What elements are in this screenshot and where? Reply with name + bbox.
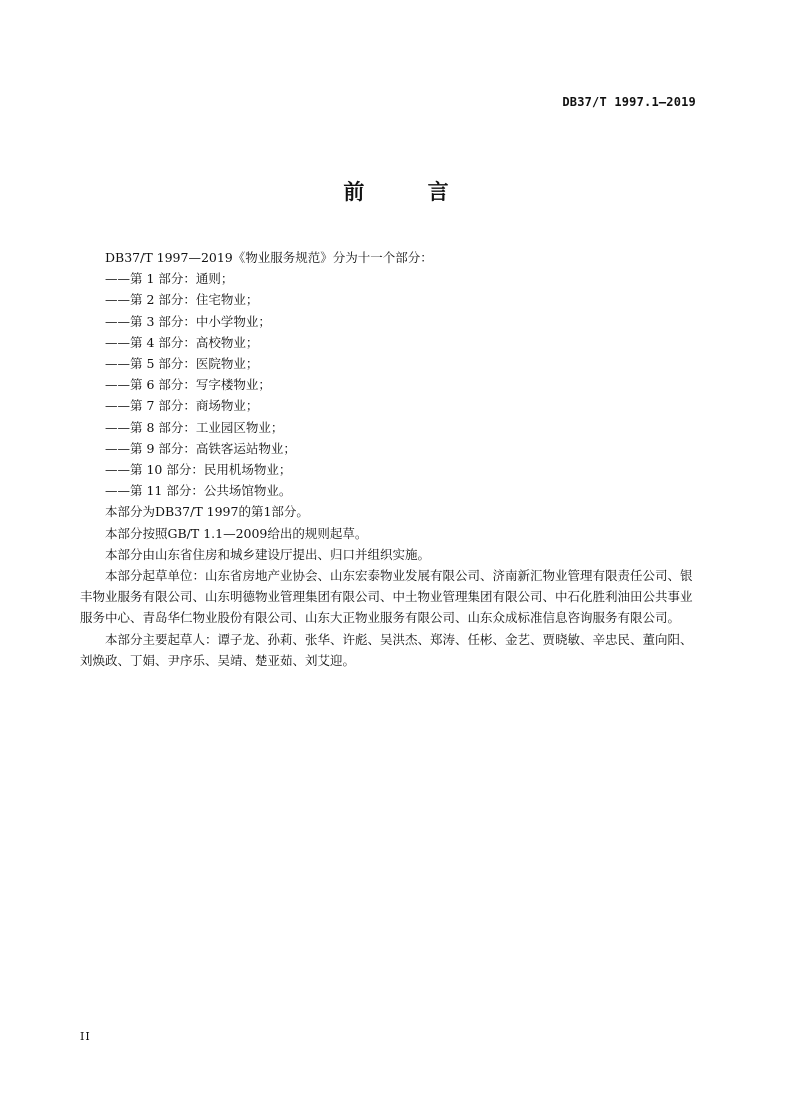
part-item: ——第 3 部分：中小学物业； bbox=[105, 313, 271, 329]
page-number: II bbox=[80, 1030, 91, 1043]
drafters-paragraph: 本部分主要起草人：谭子龙、孙莉、张华、许彪、吴洪杰、郑涛、任彬、金艺、贾晓敏、辛忠民、董向阳、刘焕政、丁娟、尹序乐、吴靖、楚亚茹、刘艾迎。 bbox=[80, 631, 693, 668]
part-item: ——第 10 部分：民用机场物业； bbox=[105, 462, 292, 478]
intro-paragraph: DB37/T 1997—2019《物业服务规范》分为十一个部分： bbox=[105, 250, 433, 265]
part-item: ——第 8 部分：工业园区物业； bbox=[105, 419, 284, 435]
part-item: ——第 6 部分：写字楼物业； bbox=[105, 377, 271, 393]
part-item: ——第 9 部分：高铁客运站物业； bbox=[105, 440, 296, 456]
part-item: ——第 7 部分：商场物业； bbox=[105, 398, 259, 414]
part-item: ——第 1 部分：通则； bbox=[105, 271, 234, 287]
part-item: ——第 4 部分：高校物业； bbox=[105, 334, 259, 350]
preface-body bbox=[80, 247, 704, 671]
document-id: DB37/T 1997.1—2019 bbox=[562, 95, 696, 109]
part-item: ——第 2 部分：住宅物业； bbox=[105, 292, 259, 308]
proposer-paragraph: 本部分由山东省住房和城乡建设厅提出、归口并组织实施。 bbox=[105, 546, 431, 562]
part-item: ——第 11 部分：公共场馆物业。 bbox=[105, 483, 292, 499]
drafting-rules-paragraph: 本部分按照GB/T 1.1—2009给出的规则起草。 bbox=[105, 525, 368, 541]
page-title: 前 言 bbox=[343, 180, 477, 204]
drafting-units-paragraph: 本部分起草单位：山东省房地产业协会、山东宏泰物业发展有限公司、济南新汇物业管理有限责任公司、银丰物业服务有限公司、山东明德物业管理集团有限公司、中土物业管理集团有限公司、中石化胜利油田公共事业服务中心、青岛华仁物业股份有限公司、山东大正物业服务有限公司、山东众成标准信息咨询服务有限公司。 bbox=[80, 568, 693, 626]
part-item: ——第 5 部分：医院物业； bbox=[105, 356, 259, 372]
scope-paragraph: 本部分为DB37/T 1997的第1部分。 bbox=[105, 504, 309, 520]
